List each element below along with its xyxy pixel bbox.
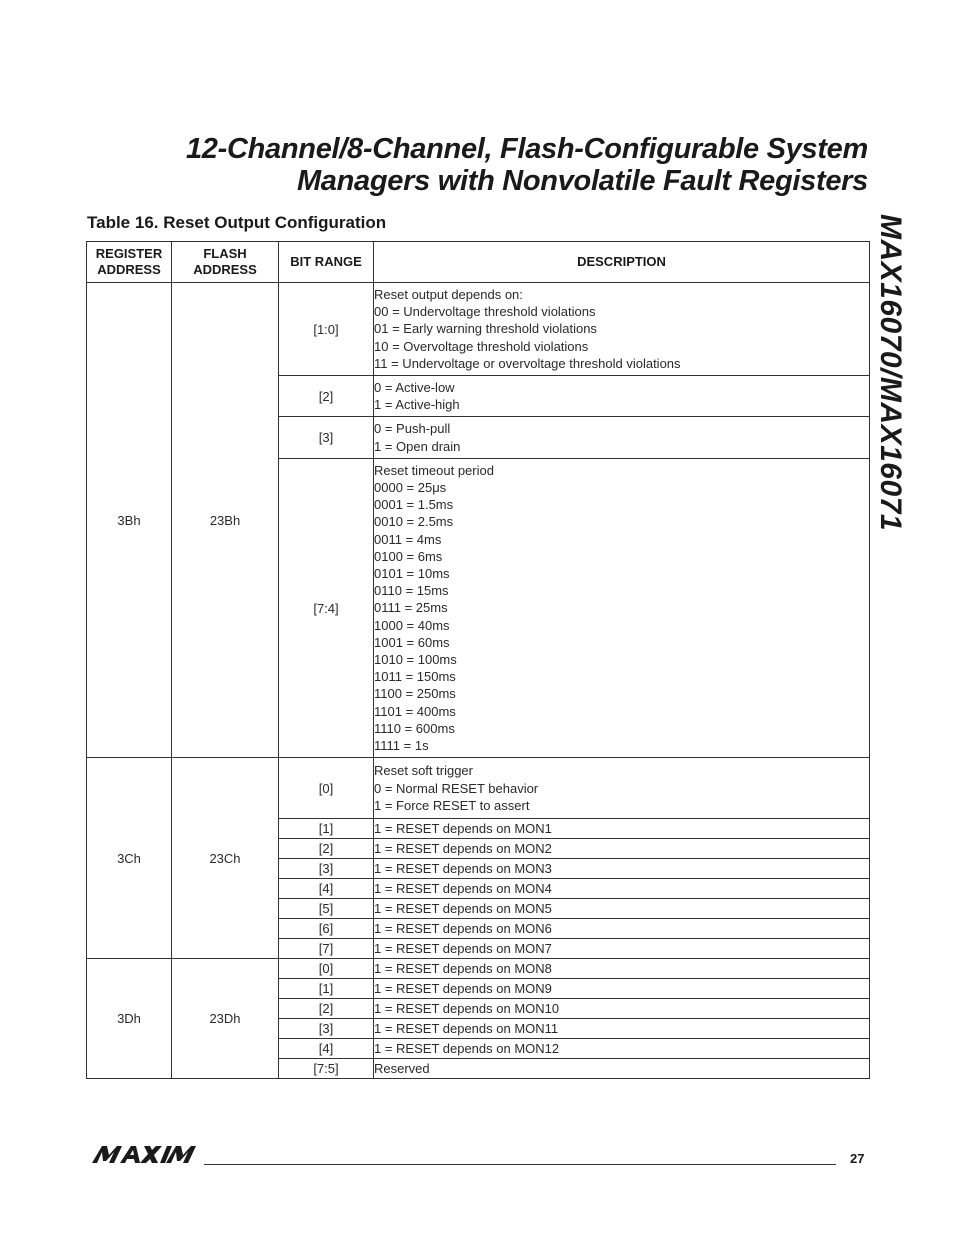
description-cell xyxy=(374,1039,870,1059)
description-line: 1110 = 600ms xyxy=(374,720,455,736)
description-line: 1 = RESET depends on MON7 xyxy=(374,940,552,956)
description-cell xyxy=(374,939,870,959)
side-part-number-text: MAX16070/MAX16071 xyxy=(874,214,907,532)
description-line: 1101 = 400ms xyxy=(374,703,456,719)
description-line: 1 = RESET depends on MON2 xyxy=(374,840,552,856)
description-cell xyxy=(374,859,870,879)
bit-range-cell: [3] xyxy=(279,417,374,458)
register-address-cell: 3Dh xyxy=(87,959,172,1079)
description-line: 0110 = 15ms xyxy=(374,583,449,599)
description-cell xyxy=(374,919,870,939)
description-cell xyxy=(374,758,870,819)
description-line: 11 = Undervoltage or overvoltage threshold violations xyxy=(374,355,681,371)
register-address-cell: 3Ch xyxy=(87,758,172,959)
table-caption-prefix: Table xyxy=(87,213,131,232)
bit-range-cell: [0] xyxy=(279,758,374,819)
description-cell xyxy=(374,879,870,899)
description-line: Reserved xyxy=(374,1060,430,1076)
bit-range-cell: [4] xyxy=(279,879,374,899)
description-cell xyxy=(374,458,870,757)
header-register-address: REGISTER ADDRESS xyxy=(87,242,172,283)
table-header-row xyxy=(87,242,870,283)
description-line: 10 = Overvoltage threshold violations xyxy=(374,338,589,354)
description-line: 0 = Normal RESET behavior xyxy=(374,780,539,796)
header-flash-address: FLASH ADDRESS xyxy=(172,242,279,283)
bit-range-cell: [4] xyxy=(279,1039,374,1059)
bit-range-cell: [2] xyxy=(279,999,374,1019)
bit-range-cell: [6] xyxy=(279,919,374,939)
description-cell xyxy=(374,899,870,919)
header-bit-range: BIT RANGE xyxy=(279,242,374,283)
description-line: Reset soft trigger xyxy=(374,763,473,779)
description-line: 1111 = 1s xyxy=(374,738,429,754)
bit-range-cell: [2] xyxy=(279,839,374,859)
svg-text:MAXIM: MAXIM xyxy=(90,1143,94,1144)
table-caption-number: 16. xyxy=(134,213,159,232)
description-line: 0101 = 10ms xyxy=(374,566,450,582)
description-line: 1011 = 150ms xyxy=(374,669,456,685)
description-line: 1 = Active-high xyxy=(374,397,460,413)
table-caption-text: Reset Output Configuration xyxy=(163,213,387,232)
description-line: 0 = Active-low xyxy=(374,380,455,396)
description-cell xyxy=(374,979,870,999)
flash-address-cell: 23Bh xyxy=(172,283,279,758)
description-cell xyxy=(374,839,870,859)
table-body xyxy=(87,283,870,1079)
description-line: 1 = RESET depends on MON11 xyxy=(374,1020,559,1036)
table-row xyxy=(87,758,870,819)
description-line: 1 = RESET depends on MON1 xyxy=(374,820,552,836)
flash-address-cell: 23Dh xyxy=(172,959,279,1079)
bit-range-cell: [3] xyxy=(279,1019,374,1039)
description-cell xyxy=(374,1059,870,1079)
flash-address-cell: 23Ch xyxy=(172,758,279,959)
description-cell xyxy=(374,417,870,458)
bit-range-cell: [1] xyxy=(279,979,374,999)
description-line: 0100 = 6ms xyxy=(374,548,443,564)
document-title-line-1: 12-Channel/8-Channel, Flash-Configurable System xyxy=(185,133,868,165)
description-line: 00 = Undervoltage threshold violations xyxy=(374,304,596,320)
description-line: 1 = RESET depends on MON9 xyxy=(374,980,552,996)
bit-range-cell: [0] xyxy=(279,959,374,979)
description-cell xyxy=(374,1019,870,1039)
table-caption xyxy=(87,213,386,233)
description-line: 0000 = 25μs xyxy=(374,480,447,496)
description-cell xyxy=(374,376,870,417)
table-row xyxy=(87,283,870,376)
description-line: 1 = RESET depends on MON3 xyxy=(374,860,552,876)
bit-range-cell: [7:5] xyxy=(279,1059,374,1079)
page-number: 27 xyxy=(850,1151,865,1166)
description-line: Reset output depends on: xyxy=(374,287,523,302)
description-cell xyxy=(374,959,870,979)
description-line: 1 = RESET depends on MON4 xyxy=(374,880,552,896)
description-line: 0010 = 2.5ms xyxy=(374,514,454,530)
description-line: 01 = Early warning threshold violations xyxy=(374,321,597,337)
table-row xyxy=(87,959,870,979)
description-line: 1 = RESET depends on MON5 xyxy=(374,900,552,916)
bit-range-cell: [1] xyxy=(279,819,374,839)
description-line: 0001 = 1.5ms xyxy=(374,497,454,513)
description-line: 1100 = 250ms xyxy=(374,686,456,702)
bit-range-cell: [5] xyxy=(279,899,374,919)
maxim-logo xyxy=(90,1143,202,1165)
description-line: 1001 = 60ms xyxy=(374,634,450,650)
description-line: Reset timeout period xyxy=(374,462,494,478)
description-line: 1000 = 40ms xyxy=(374,617,450,633)
document-title xyxy=(60,133,868,197)
bit-range-cell: [7:4] xyxy=(279,458,374,757)
bit-range-cell: [2] xyxy=(279,376,374,417)
bit-range-cell: [3] xyxy=(279,859,374,879)
description-line: 1 = RESET depends on MON12 xyxy=(374,1040,560,1056)
description-line: 1 = Force RESET to assert xyxy=(374,797,530,813)
description-line: 0111 = 25ms xyxy=(374,600,448,616)
footer-rule xyxy=(204,1164,836,1165)
side-part-number xyxy=(873,214,913,574)
description-line: 0 = Push-pull xyxy=(374,421,451,437)
bit-range-cell: [1:0] xyxy=(279,283,374,376)
document-title-line-2: Managers with Nonvolatile Fault Registers xyxy=(296,165,868,197)
description-cell xyxy=(374,819,870,839)
description-line: 0011 = 4ms xyxy=(374,531,442,547)
description-line: 1 = RESET depends on MON10 xyxy=(374,1000,560,1016)
header-description: DESCRIPTION xyxy=(374,242,870,283)
description-line: 1010 = 100ms xyxy=(374,652,457,668)
reset-output-configuration-table xyxy=(86,241,870,1079)
description-cell xyxy=(374,999,870,1019)
description-line: 1 = Open drain xyxy=(374,438,461,454)
description-cell xyxy=(374,283,870,376)
bit-range-cell: [7] xyxy=(279,939,374,959)
description-line: 1 = RESET depends on MON8 xyxy=(374,960,552,976)
description-line: 1 = RESET depends on MON6 xyxy=(374,920,552,936)
register-address-cell: 3Bh xyxy=(87,283,172,758)
